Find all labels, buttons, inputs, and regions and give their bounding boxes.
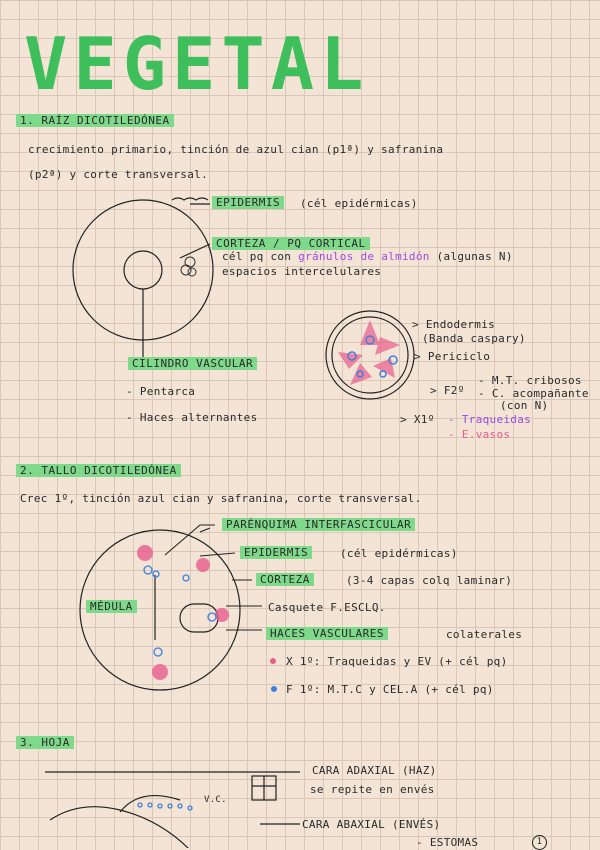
f2-item-1: - M.T. cribosos <box>478 374 582 387</box>
legend-f1-dot <box>271 686 277 692</box>
label-haces: HACES VASCULARES <box>266 627 388 640</box>
label-x1: > X1º <box>400 413 435 426</box>
legend-f1: F 1º: M.T.C y CEL.A (+ cél pq) <box>286 683 494 696</box>
note-epidermis-stem: (cél epidérmicas) <box>340 547 458 560</box>
page-title: VEGETAL <box>24 22 370 106</box>
note-corteza-1c: (algunas N) <box>429 250 513 263</box>
label-medula: MÉDULA <box>86 600 137 613</box>
legend-x1: X 1º: Traqueidas y EV (+ cél pq) <box>286 655 508 668</box>
label-cilindro: CILINDRO VASCULAR <box>128 357 257 370</box>
root-detail-phloem <box>338 320 400 385</box>
label-epidermis: EPIDERMIS <box>212 196 284 209</box>
label-vc: V.C. <box>204 795 227 805</box>
note-corteza-stem: (3-4 capas colq laminar) <box>346 574 513 587</box>
leaf-stomata <box>138 803 192 810</box>
stem-phloem <box>137 545 229 680</box>
s1-intro-2: (p2ª) y corte transversal. <box>28 168 208 181</box>
section-1-heading: 1. RAÍZ DICOTILEDÓNEA <box>16 114 174 127</box>
label-corteza-stem: CORTEZA <box>256 573 314 586</box>
label-adaxial: CARA ADAXIAL (HAZ) <box>312 764 437 777</box>
label-periciclo: > Periciclo <box>414 350 491 363</box>
s2-intro: Crec 1º, tinción azul cian y safranina, corte transversal. <box>20 492 422 505</box>
stem-arrows <box>165 525 262 630</box>
root-cortex-cells <box>181 257 196 276</box>
leaf-diagram <box>45 772 300 848</box>
note-haces: colaterales <box>446 628 523 641</box>
estomas-number: 1 <box>532 835 547 850</box>
f2-item-2: - C. acompañante <box>478 387 589 400</box>
label-f2: > F2º <box>430 384 465 397</box>
note-adaxial: se repite en envés <box>310 783 435 796</box>
label-parenquima: PARÉNQUIMA INTERFASCICULAR <box>222 518 415 531</box>
label-casquete: Casquete F.ESCLQ. <box>268 601 386 614</box>
x1-item-1: - Traqueidas <box>448 413 532 426</box>
f2-item-3: (con N) <box>500 399 549 412</box>
root-vascular-cylinder <box>124 251 162 289</box>
root-diagram <box>73 198 213 358</box>
label-estomas: - ESTOMAS <box>416 836 479 849</box>
cilindro-item-1: - Pentarca <box>126 385 196 398</box>
section-3-heading: 3. HOJA <box>16 736 74 749</box>
section-2-heading: 2. TALLO DICOTILEDÓNEA <box>16 464 181 477</box>
note-epidermis: (cél epidérmicas) <box>300 197 418 210</box>
legend-x1-dot <box>270 658 276 664</box>
note-endodermis: (Banda caspary) <box>422 332 526 345</box>
note-corteza-2: espacios intercelulares <box>222 265 382 278</box>
cilindro-item-2: - Haces alternantes <box>126 411 258 424</box>
note-corteza-1 <box>222 250 513 263</box>
note-corteza-1b: gránulos de almidón <box>298 250 430 263</box>
label-abaxial: CARA ABAXIAL (ENVÉS) <box>302 818 441 831</box>
s1-intro-1: crecimiento primario, tinción de azul cian (p1ª) y safranina <box>28 143 444 156</box>
label-corteza: CORTEZA / PQ CORTICAL <box>212 237 370 250</box>
label-epidermis-stem: EPIDERMIS <box>240 546 312 559</box>
note-corteza-1a: cél pq con <box>222 250 299 263</box>
x1-item-2: - E.vasos <box>448 428 511 441</box>
label-endodermis: > Endodermis <box>412 318 496 331</box>
